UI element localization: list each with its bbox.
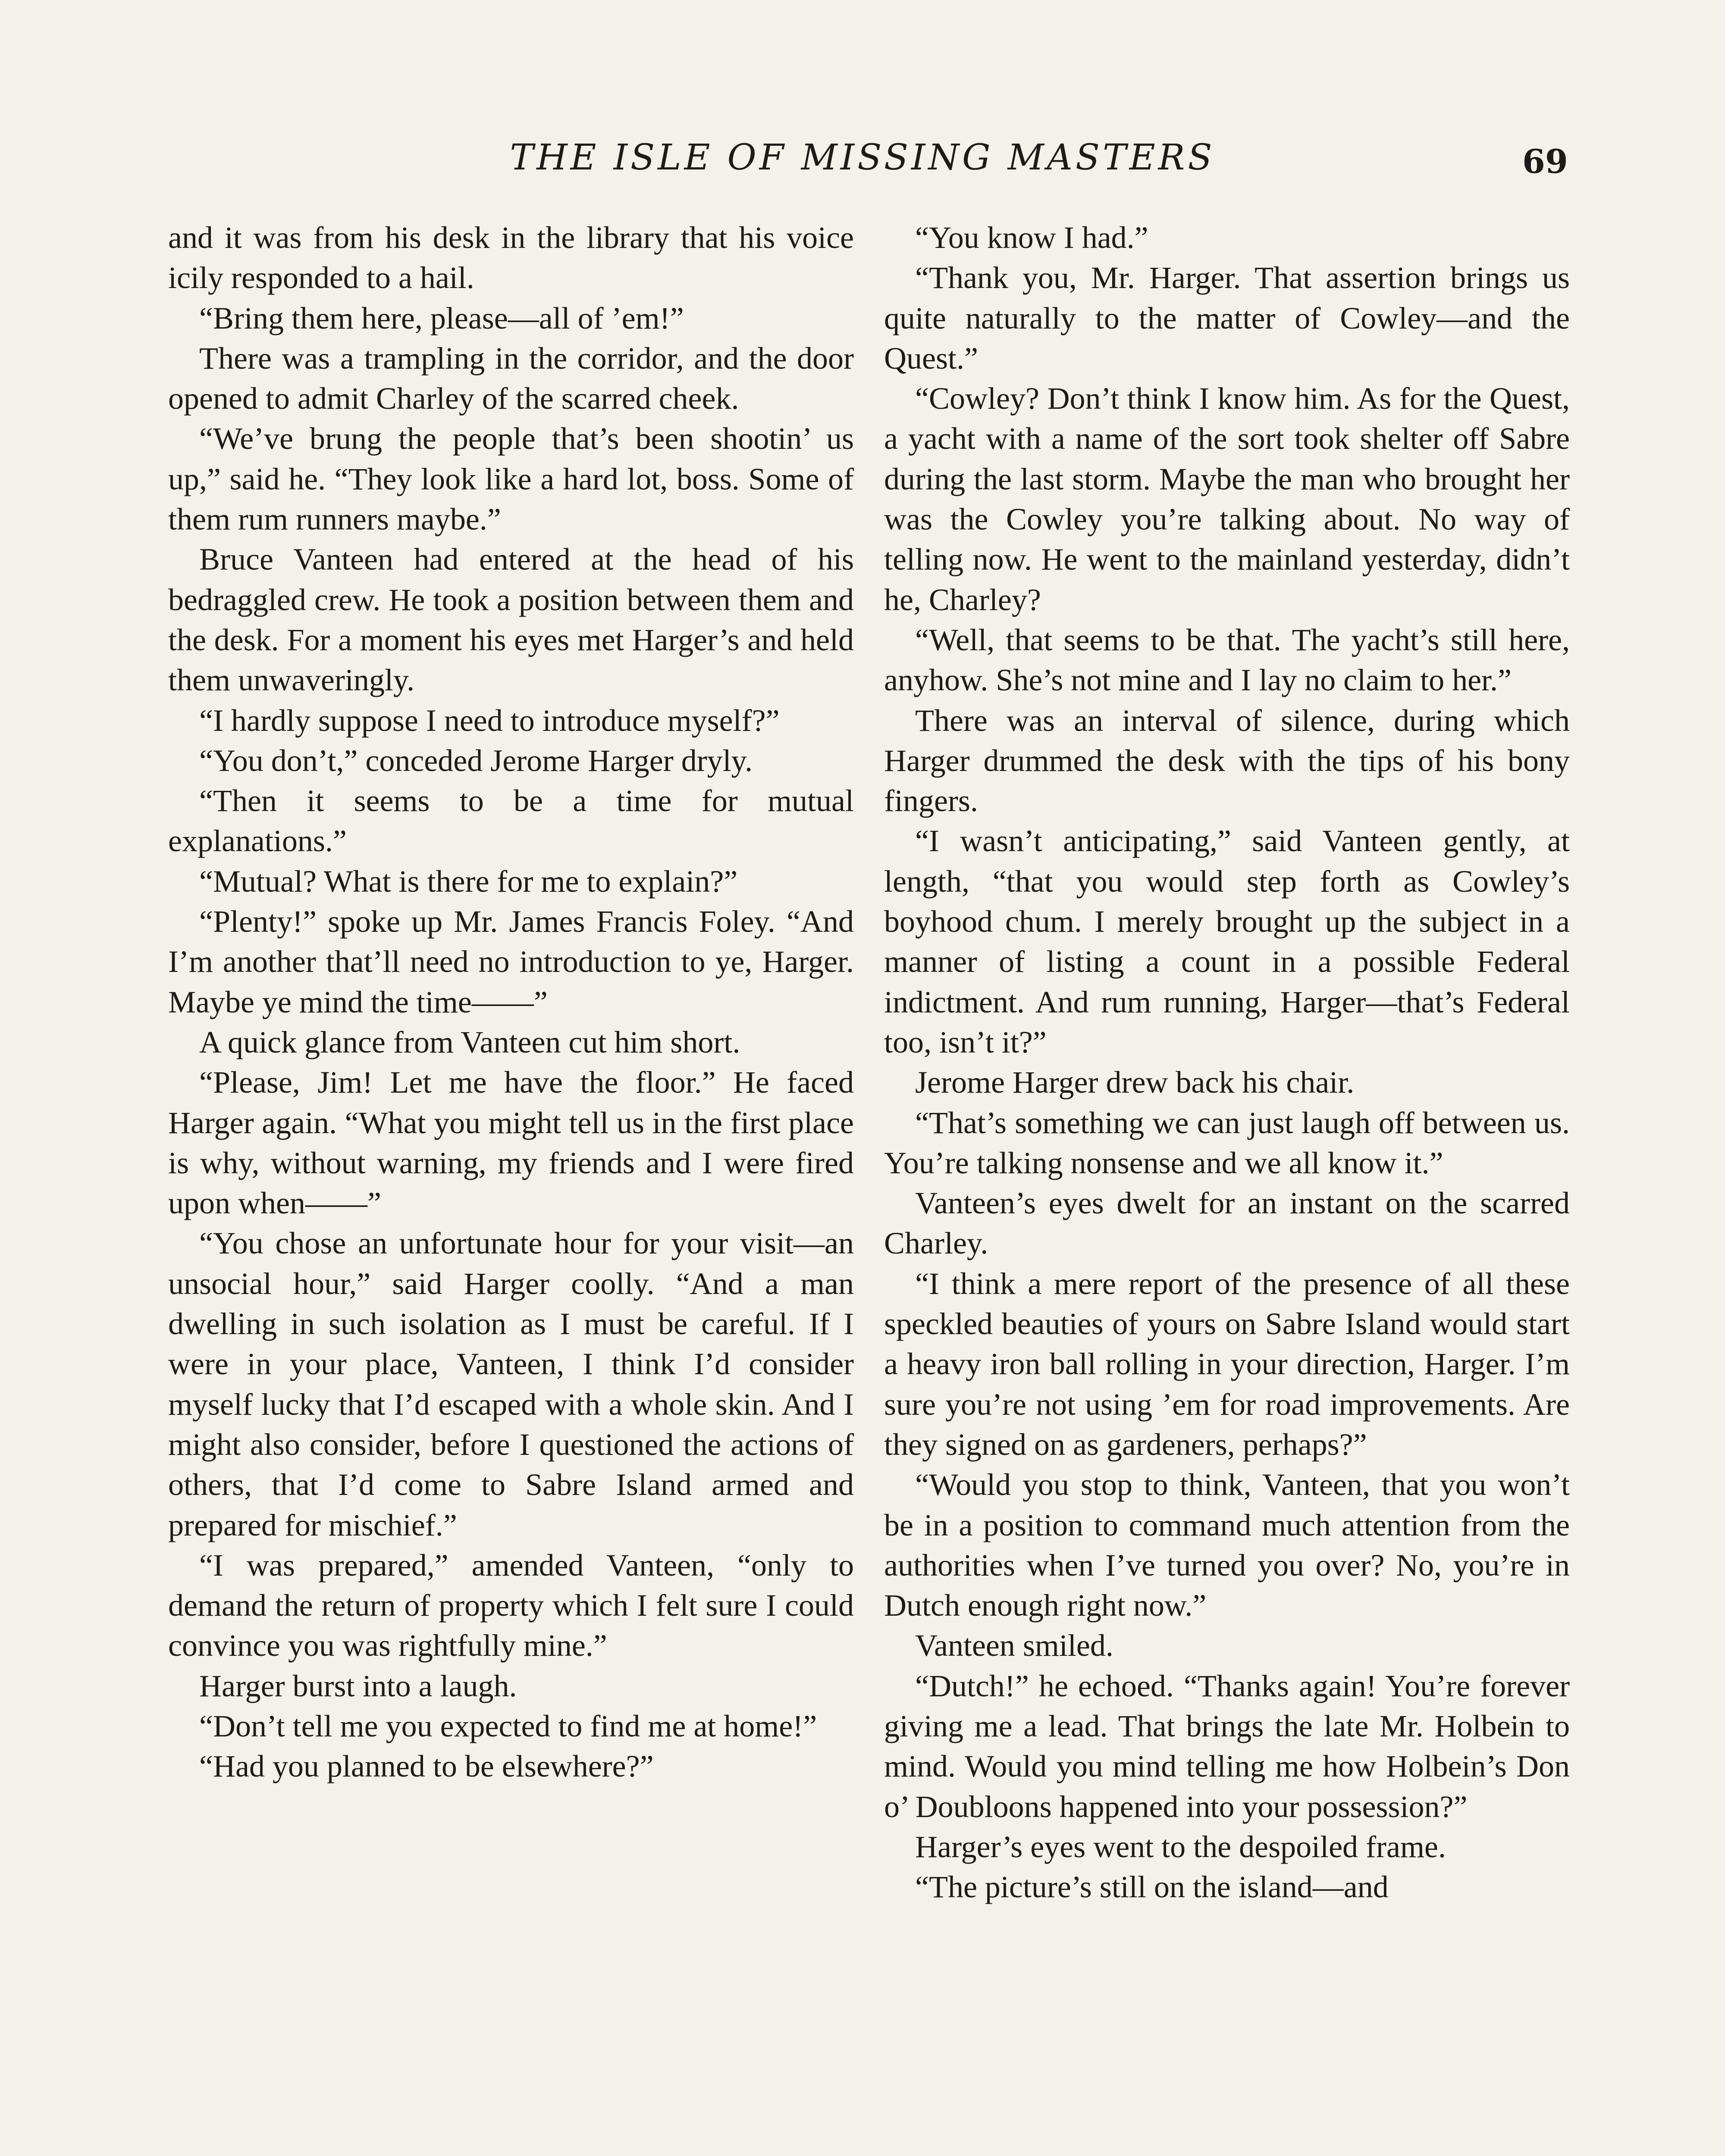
paragraph: “I wasn’t anticipating,” said Vanteen gently, at length, “that you would step forth as Cowley’s boyhood chum. I merely brought up the subject in a manner of listing a count in a possible Federal indictment. And rum running, Harger—that’s Federal too, isn’t it?” bbox=[884, 824, 1570, 1059]
paragraph: “Mutual? What is there for me to explain?” bbox=[199, 864, 738, 899]
paragraph: “Plenty!” spoke up Mr. James Francis Foley. “And I’m another that’ll need no introduction to ye, Harger. Maybe ye mind the time——” bbox=[168, 904, 854, 1019]
paragraph: Vanteen smiled. bbox=[915, 1628, 1113, 1663]
paragraph: “Cowley? Don’t think I know him. As for the Quest, a yacht with a name of the sort took shelter off Sabre during the last storm. Maybe the man who brought her was the Cowley you’re talking about. No way of telling now. He went to the mainland yesterday, didn’t he, Charley? bbox=[884, 381, 1570, 617]
paragraph: A quick glance from Vanteen cut him short. bbox=[199, 1025, 740, 1059]
right-column bbox=[884, 218, 1570, 1907]
paragraph: Bruce Vanteen had entered at the head of his bedraggled crew. He took a position between them and the desk. For a moment his eyes met Harger’s and held them unwaveringly. bbox=[168, 542, 854, 698]
paragraph: “I think a mere report of the presence of all these speckled beauties of yours on Sabre Island would start a heavy iron ball rolling in your direction, Harger. I’m sure you’re not using ’em for road improvements. Are they signed on as gardeners, perhaps?” bbox=[884, 1266, 1570, 1462]
paragraph: Vanteen’s eyes dwelt for an instant on the scarred Charley. bbox=[884, 1186, 1570, 1261]
paragraph: Harger’s eyes went to the despoiled frame. bbox=[915, 1829, 1446, 1864]
paragraph: “Then it seems to be a time for mutual explanations.” bbox=[168, 783, 854, 859]
paragraph: and it was from his desk in the library that his voice icily responded to a hail. bbox=[168, 220, 854, 295]
left-column bbox=[168, 218, 854, 1787]
paragraph: “Thank you, Mr. Harger. That assertion brings us quite naturally to the matter of Cowley—and the Quest.” bbox=[884, 260, 1570, 376]
paragraph: There was an interval of silence, during which Harger drummed the desk with the tips of his bony fingers. bbox=[884, 703, 1570, 818]
paragraph: “The picture’s still on the island—and bbox=[915, 1870, 1389, 1905]
paragraph: “Dutch!” he echoed. “Thanks again! You’re forever giving me a lead. That brings the late Mr. Holbein to mind. Would you mind telling me how Holbein’s Don o’ Doubloons happened into your possession?” bbox=[884, 1668, 1570, 1824]
paragraph: “Had you planned to be elsewhere?” bbox=[199, 1749, 654, 1784]
paragraph: Harger burst into a laugh. bbox=[199, 1668, 517, 1703]
running-title: THE ISLE OF MISSING MASTERS bbox=[510, 137, 1215, 178]
paragraph: “I was prepared,” amended Vanteen, “only to demand the return of property which I felt sure I could convince you was rightfully mine.” bbox=[168, 1548, 854, 1663]
paragraph: “Would you stop to think, Vanteen, that you won’t be in a position to command much attention from the authorities when I’ve turned you over? No, you’re in Dutch enough right now.” bbox=[884, 1467, 1570, 1623]
paragraph: “Please, Jim! Let me have the floor.” He faced Harger again. “What you might tell us in the first place is why, without warning, my friends and I were fired upon when——” bbox=[168, 1065, 854, 1221]
paragraph: “You chose an unfortunate hour for your visit—an unsocial hour,” said Harger coolly. “And a man dwelling in such isolation as I must be careful. If I were in your place, Vanteen, I think I’d consider myself lucky that I’d escaped with a whole skin. And I might also consider, before I questioned the actions of others, that I’d come to Sabre Island armed and prepared for mischief.” bbox=[168, 1226, 854, 1542]
paragraph: “That’s something we can just laugh off between us. You’re talking nonsense and we all know it.” bbox=[884, 1105, 1570, 1180]
paragraph: Jerome Harger drew back his chair. bbox=[915, 1065, 1355, 1100]
paragraph: “Well, that seems to be that. The yacht’s still here, anyhow. She’s not mine and I lay no claim to her.” bbox=[884, 622, 1570, 698]
paragraph: “You don’t,” conceded Jerome Harger dryly. bbox=[199, 743, 753, 778]
paragraph: “We’ve brung the people that’s been shootin’ us up,” said he. “They look like a hard lot, boss. Some of them rum runners maybe.” bbox=[168, 421, 854, 537]
paragraph: “You know I had.” bbox=[915, 220, 1148, 255]
paragraph: “Bring them here, please—all of ’em!” bbox=[199, 301, 684, 335]
page-number: 69 bbox=[1522, 142, 1568, 181]
paragraph: There was a trampling in the corridor, and the door opened to admit Charley of the scarred cheek. bbox=[168, 341, 854, 416]
paragraph: “Don’t tell me you expected to find me at home!” bbox=[199, 1708, 817, 1743]
paragraph: “I hardly suppose I need to introduce myself?” bbox=[199, 703, 780, 738]
